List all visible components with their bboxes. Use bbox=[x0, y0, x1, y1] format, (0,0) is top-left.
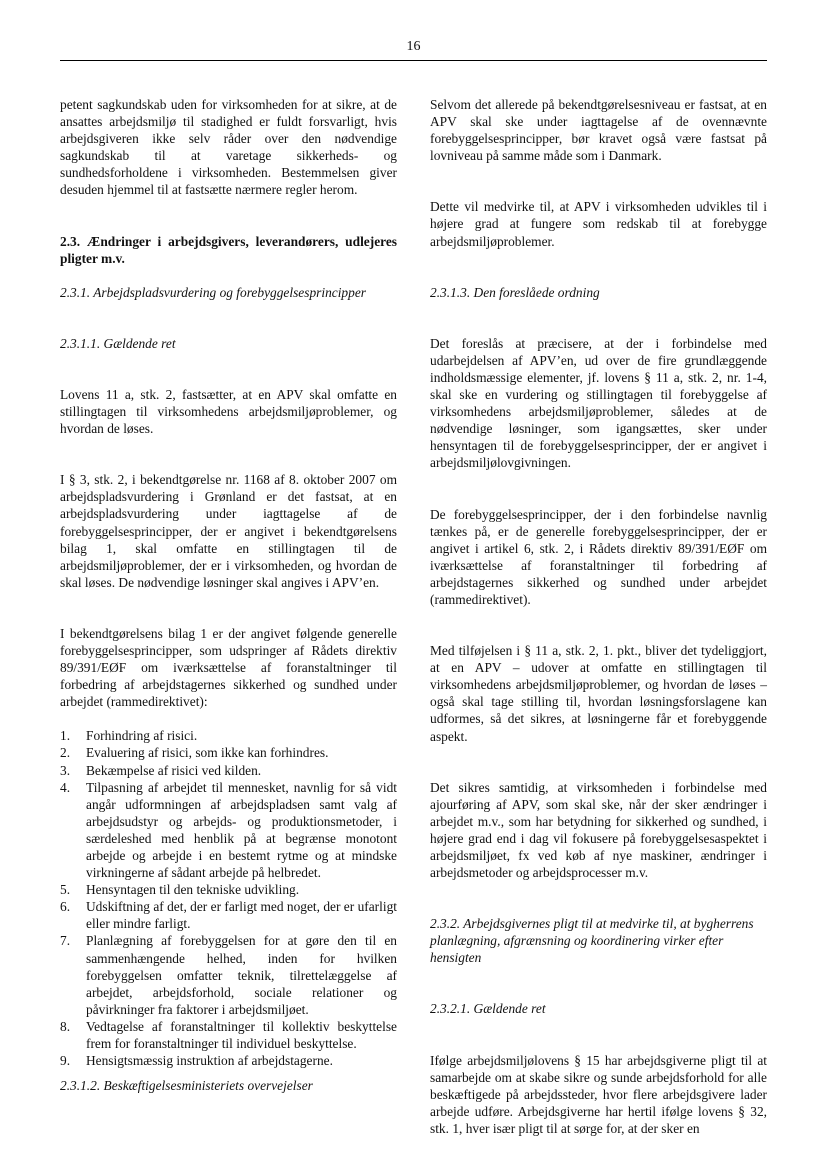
list-item: 8. Vedtagelse af foranstaltninger til kollektiv beskyttelse frem for foranstaltninger til individuel beskyttelse. bbox=[60, 1018, 397, 1052]
list-item: 2. Evaluering af risici, som ikke kan forhindres. bbox=[60, 745, 329, 761]
paragraph-sikres: Det sikres samtidig, at virksomheden i forbindelse med ajourføring af APV, som skal ske, når der sker ændringer i arbejdet m.v., som har betydning for sikkerhed og sundhed, i højere grad end i dag vil fokusere på forebyggelsesaspektet i arbejdsmiljøet, fx ved køb af nye maskiner, ændringer i arbejdsmetoder og arbejdsprocesser m.v. bbox=[430, 779, 767, 881]
list-item: 1. Forhindring af risici. bbox=[60, 728, 198, 744]
subsection-heading-2-3-1-2: 2.3.1.2. Beskæftigelsesministeriets overvejelser bbox=[60, 1078, 313, 1094]
list-item: 7. Planlægning af forebyggelsen for at gøre den til en sammenhængende helhed, inden for hvilken forebyggelsen omfatter teknik, tilrettelæggelse af arbejdet, arbejdsforhold, sociale relationer og påvirkninger fra faktorer i arbejdsmiljøet. bbox=[60, 933, 397, 1017]
section-heading-2-3: 2.3. Ændringer i arbejdsgivers, leverandørers, udlejeres pligter m.v. bbox=[60, 233, 397, 266]
principles-list bbox=[60, 727, 397, 1069]
subsection-heading-2-3-1-1: 2.3.1.1. Gældende ret bbox=[60, 335, 176, 351]
paragraph-selvom: Selvom det allerede på bekendtgørelsesniveau er fastsat, at en APV skal ske under iagttagelse af de ovennævnte forebyggelsesprincipper, bør kravet også være fastsat på lovniveau på samme måde som i Danmark. bbox=[430, 97, 767, 164]
subsection-heading-2-3-1: 2.3.1. Arbejdspladsvurdering og forebyggelsesprincipper bbox=[60, 284, 366, 300]
header-rule bbox=[60, 60, 767, 61]
paragraph-foreslaas: Det foreslås at præcisere, at der i forbindelse med udarbejdelsen af APV’en, ud over de fire grundlæggende indholdsmæssige elementer, jf. lovens § 11 a, stk. 2, nr. 1-4, skal ske en vurdering og stillingtagen til forebyggelse af virksomhedens arbejdsmiljøproblemer, således at de nødvendige løsninger, som igangsættes, sker under hensyntagen til de forebyggelsesprincipper, der er angivet i arbejdsmiljølovgivningen. bbox=[430, 335, 767, 471]
left-column bbox=[60, 96, 397, 1094]
list-item: 4. Tilpasning af arbejdet til mennesket, navnlig for så vidt angår udformningen af arbejdspladsen samt valg af arbejdsudstyr og arbejds- og produktionsmetoder, i særdeleshed med henblik på at begrænse monotont arbejde og arbejde i en bestemt rytme og at mindske virkningerne af sådant arbejde på helbredet. bbox=[60, 779, 397, 881]
paragraph-dette: Dette vil medvirke til, at APV i virksomheden udvikles til i højere grad at fungere som redskab til at forebygge arbejdsmiljøproblemer. bbox=[430, 199, 767, 249]
paragraph-continuation: petent sagkundskab uden for virksomheden for at sikre, at de ansattes arbejdsmiljø til stadighed er fuldt forsvarligt, hvis arbejdsgiveren ikke selv råder over den nødvendige sagkundskab til at varetage sikkerheds- og sundhedsforholdene i virksomheden. Bestemmelsen giver desuden hjemmel til at fastsætte nærmere regler herom. bbox=[60, 97, 397, 198]
page-number: 16 bbox=[406, 39, 421, 54]
list-item: 6. Udskiftning af det, der er farligt med noget, der er ufarligt eller mindre farligt. bbox=[60, 899, 397, 932]
list-item: 5. Hensyntagen til den tekniske udvikling. bbox=[60, 882, 300, 898]
subsection-heading-2-3-1-3: 2.3.1.3. Den foreslåede ordning bbox=[430, 284, 600, 300]
paragraph-lov-11a: Lovens 11 a, stk. 2, fastsætter, at en APV skal omfatte en stillingtagen til virksomhedens arbejdsmiljøproblemer, og hvordan de løses. bbox=[60, 386, 397, 437]
right-column bbox=[430, 96, 767, 1137]
subsection-heading-2-3-2: 2.3.2. Arbejdsgivernes pligt til at medvirke til, at bygherrens planlægning, afgrænsning og koordinering virker efter hensigten bbox=[430, 916, 754, 966]
paragraph-bilag-1: I bekendtgørelsens bilag 1 er der angivet følgende generelle forebyggelsesprincipper, som udspringer af Rådets direktiv 89/391/EØF om iværksættelse af foranstaltninger til forbedring af arbejdstagernes sikkerhed og sundhed under arbejdet (rammedirektivet): bbox=[60, 625, 397, 710]
paragraph-bekendtgoerelse: I § 3, stk. 2, i bekendtgørelse nr. 1168 af 8. oktober 2007 om arbejdspladsvurdering i Grønland er det fastsat, at en arbejdspladsvurdering under iagttagelse af de forebyggelsesprincipper, der er angivet i bekendtgørelsens bilag 1, skal omfatte en stillingtagen til de arbejdsmiljøproblemer, der er i virksomheden, og hvordan de skal løses. De nødvendige løsninger skal angives i APV’en. bbox=[60, 472, 397, 590]
paragraph-forebyggelsesprincipper: De forebyggelsesprincipper, der i den forbindelse navnlig tænkes på, er de generelle forebyggelsesprincipper, der er angivet i artikel 6, stk. 2, i Rådets direktiv 89/391/EØF om iværksættelse af foranstaltninger til forbedring af arbejdstagernes sikkerhed og sundhed under arbejdet (rammedirektivet). bbox=[430, 506, 767, 607]
paragraph-ifoelge: Ifølge arbejdsmiljølovens § 15 har arbejdsgiverne pligt til at samarbejde om at skabe sikre og sunde arbejdsforhold for alle beskæftigede på arbejdssteder, hvor flere arbejdsgivere lader arbejde udføre. Arbejdsgiverne har hertil ifølge lovens § 32, stk. 1, hver især pligt til at sørge for, at der sker en bbox=[430, 1052, 767, 1136]
list-item: 3. Bekæmpelse af risici ved kilden. bbox=[60, 762, 262, 778]
paragraph-tilfoejelsen: Med tilføjelsen i § 11 a, stk. 2, 1. pkt., bliver det tydeliggjort, at en APV – udover at omfatte en stillingtagen til virksomhedens arbejdsmiljøproblemer, og hvordan de løses – også skal tage stilling til, hvordan løsningsforslagene kan udformes, så det sikres, at løsningerne får et forebyggende aspekt. bbox=[430, 643, 767, 744]
list-item: 9. Hensigtsmæssig instruktion af arbejdstagerne. bbox=[60, 1053, 333, 1069]
subsection-heading-2-3-2-1: 2.3.2.1. Gældende ret bbox=[430, 1001, 546, 1017]
